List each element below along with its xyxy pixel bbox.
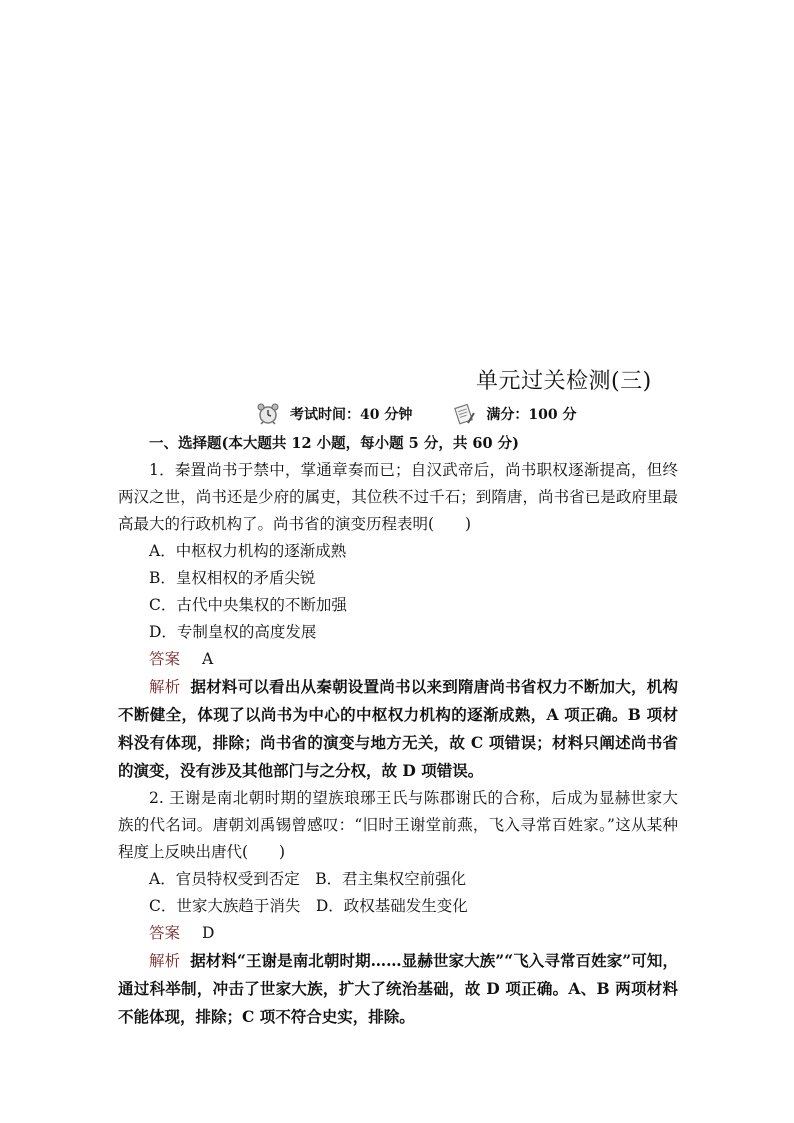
question-1-answer bbox=[118, 646, 678, 673]
question-1-option-c: C．古代中央集权的不断加强 bbox=[149, 596, 347, 614]
question-1-option-b: B．皇权相权的矛盾尖锐 bbox=[149, 569, 316, 587]
question-1-analysis bbox=[118, 673, 678, 785]
question-2-options-row-1: A．官员特权受到否定 B．君主集权空前强化 bbox=[149, 870, 467, 888]
pen-paper-icon bbox=[452, 403, 476, 425]
answer-value: A bbox=[202, 650, 214, 668]
analysis-label: 解析 bbox=[149, 678, 181, 696]
question-2-options-row-2: C．世家大族趋于消失 D．政权基础发生变化 bbox=[149, 897, 468, 915]
alarm-clock-icon bbox=[256, 403, 280, 425]
exam-time: 考试时间：40 分钟 bbox=[290, 407, 413, 423]
analysis-text: 据材料可以看出从秦朝设置尚书以来到隋唐尚书省权力不断加大，机构不断健全，体现了以尚书为中心的中枢权力机构的逐渐成熟，A 项正确。B 项材料没有体现，排除；尚书省的演变与地方无关，故 C 项错误；材料只阐述尚书省的演变，没有涉及其他部门与之分权，故 D 项错误。 bbox=[118, 677, 678, 780]
question-2-stem: 2. 王谢是南北朝时期的望族琅琊王氏与陈郡谢氏的合称，后成为显赫世家大族的代名词。唐朝刘禹锡曾感叹：“旧时王谢堂前燕，飞入寻常百姓家。”这从某种程度上反映出唐代( ) bbox=[118, 789, 678, 861]
page-title: 单元过关检测(三) bbox=[476, 369, 652, 394]
analysis-label: 解析 bbox=[149, 952, 181, 970]
answer-value: D bbox=[202, 924, 215, 942]
exam-content bbox=[118, 430, 678, 1031]
question-1-option-a: A．中枢权力机构的逐渐成熟 bbox=[149, 542, 347, 560]
answer-label: 答案 bbox=[149, 650, 181, 668]
answer-label: 答案 bbox=[149, 924, 181, 942]
section-heading: 一、选择题(本大题共 12 小题，每小题 5 分，共 60 分) bbox=[149, 435, 519, 452]
question-1-stem: 1．秦置尚书于禁中，掌通章奏而已；自汉武帝后，尚书职权逐渐提高，但终两汉之世，尚书还是少府的属吏，其位秩不过千石；到隋唐，尚书省已是政府里最高最大的行政机构了。尚书省的演变历程表明( ) bbox=[118, 461, 678, 533]
question-2-answer bbox=[118, 920, 678, 947]
question-1-option-d: D．专制皇权的高度发展 bbox=[149, 623, 317, 641]
full-score: 满分：100 分 bbox=[486, 407, 577, 423]
analysis-text: 据材料“王谢是南北朝时期……显赫世家大族”“飞入寻常百姓家”可知，通过科举制，冲击了世家大族，扩大了统治基础，故 D 项正确。A、B 两项材料不能体现，排除；C 项不符合史实，排除。 bbox=[118, 951, 678, 1026]
exam-meta bbox=[256, 403, 576, 425]
question-2-analysis bbox=[118, 947, 678, 1031]
